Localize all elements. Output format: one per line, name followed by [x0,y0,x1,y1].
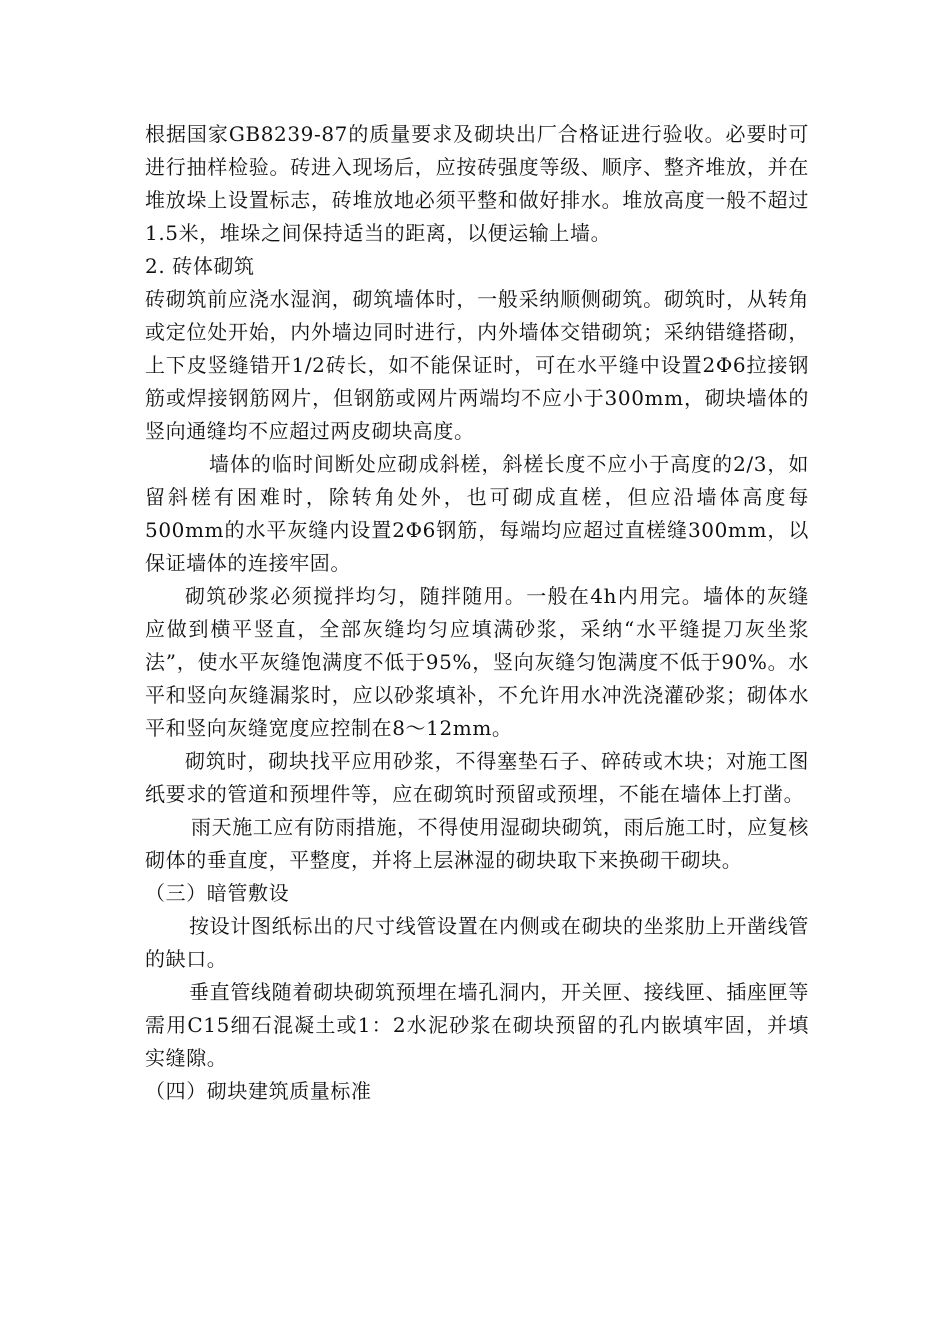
paragraph-rain: 雨天施工应有防雨措施，不得使用湿砌块砌筑，雨后施工时，应复核砌体的垂直度，平整度，并将上层淋湿的砌块取下来换砌干砌块。 [145,815,809,872]
paragraph-mortar: 砌筑砂浆必须搅拌均匀，随拌随用。一般在4h内用完。墙体的灰缝应做到横平竖直，全部灰缝均匀应填满砂浆，采纳“水平缝提刀灰坐浆法”，使水平灰缝饱满度不低于95%，竖向灰缝匀饱满度不低于90%。水平和竖向灰缝漏浆时，应以砂浆填补，不允许用水冲洗浇灌砂浆；砌体水平和竖向灰缝宽度应控制在8～12mm。 [145,584,809,740]
paragraph-conduit-layout: 按设计图纸标出的尺寸线管设置在内侧或在砌块的坐浆肋上开凿线管的缺口。 [145,914,809,971]
heading-masonry: 2. 砖体砌筑 [145,254,255,278]
paragraph-temporary-break: 墙体的临时间断处应砌成斜槎，斜槎长度不应小于高度的2/3，如留斜槎有困难时，除转角处外，也可砌成直槎，但应沿墙体高度每500mm的水平灰缝内设置2Φ6钢筋，每端均应超过直槎缝300mm，以保证墙体的连接牢固。 [145,452,809,575]
document-body [145,118,809,1108]
heading-conduit: （三）暗管敷设 [145,881,290,905]
paragraph-vertical-conduit: 垂直管线随着砌块砌筑预埋在墙孔洞内，开关匣、接线匣、插座匣等需用C15细石混凝土或1：2水泥砂浆在砌块预留的孔内嵌填牢固，并填实缝隙。 [145,980,809,1070]
heading-quality-standard: （四）砌块建筑质量标准 [145,1079,372,1103]
paragraph-acceptance: 根据国家GB8239-87的质量要求及砌块出厂合格证进行验收。必要时可进行抽样检验。砖进入现场后，应按砖强度等级、顺序、整齐堆放，并在堆放垛上设置标志，砖堆放地必须平整和做好排水。堆放高度一般不超过1.5米，堆垛之间保持适当的距离，以便运输上墙。 [145,122,809,245]
paragraph-leveling: 砌筑时，砌块找平应用砂浆，不得塞垫石子、碎砖或木块；对施工图纸要求的管道和预埋件等，应在砌筑时预留或预埋，不能在墙体上打凿。 [145,749,809,806]
paragraph-masonry-method: 砖砌筑前应浇水湿润，砌筑墙体时，一般采纳顺侧砌筑。砌筑时，从转角或定位处开始，内外墙边同时进行，内外墙体交错砌筑；采纳错缝搭砌，上下皮竖缝错开1/2砖长，如不能保证时，可在水平缝中设置2Φ6拉接钢筋或焊接钢筋网片，但钢筋或网片两端均不应小于300mm，砌块墙体的竖向通缝均不应超过两皮砌块高度。 [145,287,809,443]
